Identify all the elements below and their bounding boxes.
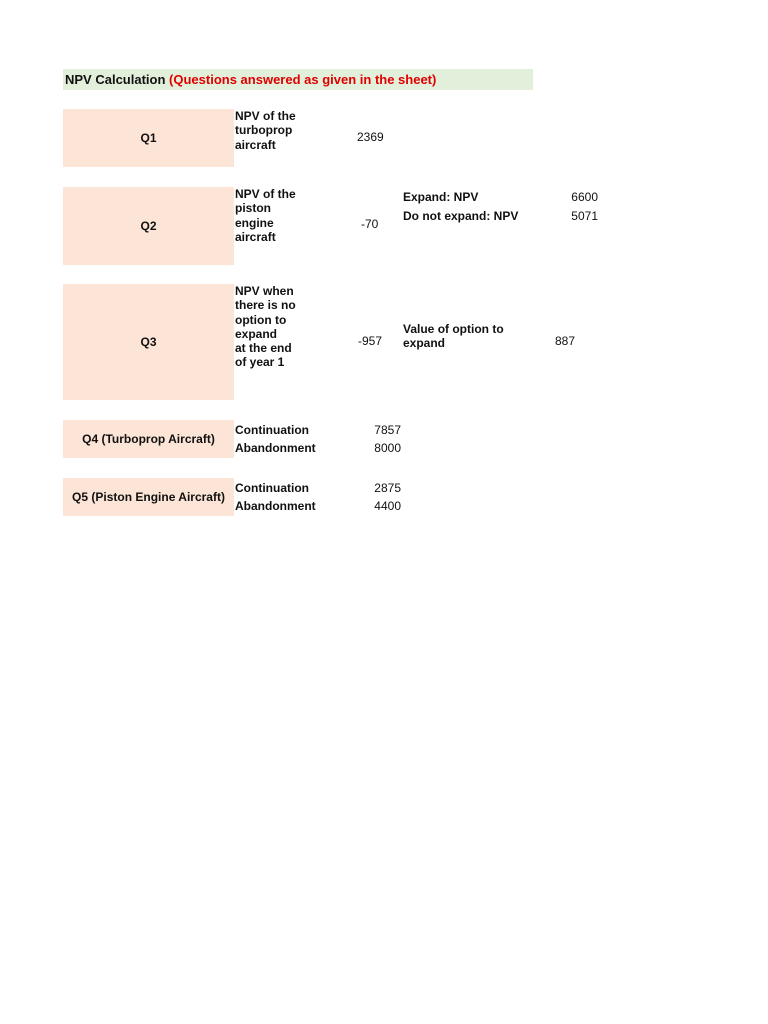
q2-value: -70 bbox=[361, 217, 379, 231]
q2-no-expand-label: Do not expand: NPV bbox=[403, 209, 519, 223]
q3-option-value: 887 bbox=[555, 334, 576, 348]
q3-description bbox=[235, 284, 296, 370]
q3-option-label-line: Value of option to bbox=[403, 322, 504, 336]
title-main: NPV Calculation bbox=[65, 72, 166, 87]
q5-abandonment-label: Abandonment bbox=[235, 499, 316, 513]
q3-label: Q3 bbox=[140, 335, 157, 349]
q1-desc-line: turboprop bbox=[235, 123, 293, 138]
q2-expand-label: Expand: NPV bbox=[403, 190, 479, 204]
title-row bbox=[63, 69, 533, 90]
q3-label-cell bbox=[63, 284, 234, 400]
q2-description bbox=[235, 187, 296, 244]
q2-desc-line: engine bbox=[235, 215, 274, 230]
q2-desc-line: piston bbox=[235, 201, 271, 216]
q3-desc-line: NPV when bbox=[235, 284, 294, 298]
q2-no-expand-value: 5071 bbox=[571, 209, 598, 223]
q2-desc-line: NPV of the bbox=[235, 187, 296, 201]
title-note: (Questions answered as given in the sheet) bbox=[169, 72, 437, 87]
q1-value: 2369 bbox=[357, 130, 384, 144]
q5-continuation-label: Continuation bbox=[235, 481, 309, 495]
q1-description bbox=[235, 109, 296, 152]
q5-label-cell bbox=[63, 478, 234, 516]
q2-desc-line: aircraft bbox=[235, 229, 276, 244]
q4-abandonment-label: Abandonment bbox=[235, 441, 316, 455]
q2-label-cell bbox=[63, 187, 234, 265]
q3-option-label-line: expand bbox=[403, 336, 446, 351]
q3-desc-line: expand bbox=[235, 326, 278, 341]
q2-label: Q2 bbox=[140, 219, 157, 233]
q4-label: Q4 (Turboprop Aircraft) bbox=[82, 432, 215, 446]
q3-value: -957 bbox=[358, 334, 383, 348]
q4-label-cell bbox=[63, 420, 234, 458]
q1-desc-line: NPV of the bbox=[235, 109, 296, 123]
q5-label: Q5 (Piston Engine Aircraft) bbox=[72, 490, 225, 504]
q3-desc-line: of year 1 bbox=[235, 355, 285, 370]
q4-continuation-value: 7857 bbox=[374, 423, 401, 437]
q4-continuation-label: Continuation bbox=[235, 423, 309, 437]
q4-abandonment-value: 8000 bbox=[374, 441, 401, 455]
q3-desc-line: option to bbox=[235, 312, 287, 327]
q5-abandonment-value: 4400 bbox=[374, 499, 401, 513]
q1-label: Q1 bbox=[140, 131, 157, 145]
q3-option-label bbox=[403, 322, 504, 351]
q5-continuation-value: 2875 bbox=[374, 481, 401, 495]
q3-desc-line: there is no bbox=[235, 298, 296, 313]
q3-desc-line: at the end bbox=[235, 341, 292, 356]
q2-expand-value: 6600 bbox=[571, 190, 598, 204]
q1-label-cell bbox=[63, 109, 234, 167]
q1-desc-line: aircraft bbox=[235, 137, 276, 152]
